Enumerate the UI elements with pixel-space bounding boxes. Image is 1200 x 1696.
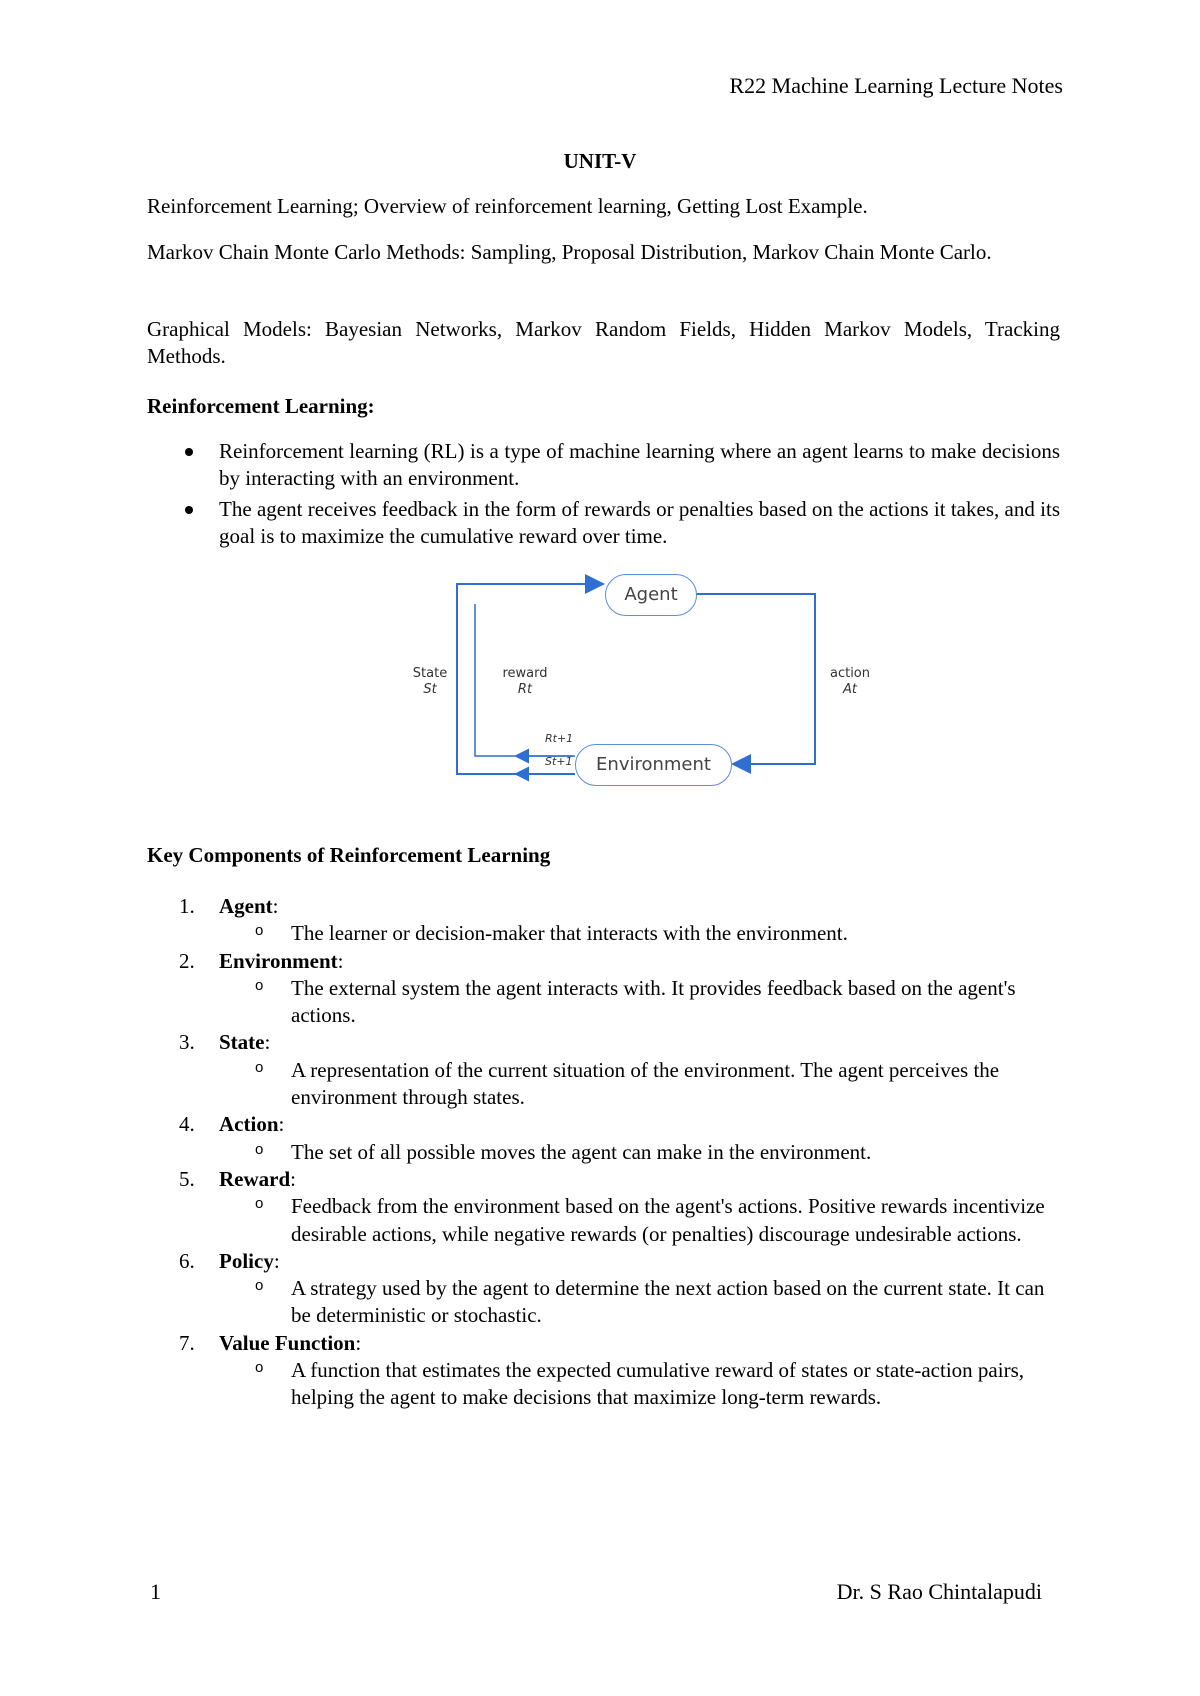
next-state-label: St+1 (545, 755, 573, 768)
page-header: R22 Machine Learning Lecture Notes (729, 73, 1063, 98)
component-description-text: The set of all possible moves the agent can make in the environment. (291, 1139, 872, 1164)
sub-bullet-icon: o (255, 1359, 264, 1377)
component-description (219, 1057, 1051, 1112)
component-description (219, 920, 1051, 947)
component-term: Action (219, 1112, 279, 1137)
component-description-text: A strategy used by the agent to determine the next action based on the current state. It can be deterministic or stochastic. (291, 1276, 1045, 1328)
reward-label (495, 666, 555, 699)
component-item: 2. Environment: o The external system the agent interacts with. It provides feedback based on the agent's actions. (147, 948, 1060, 1030)
reward-symbol: Rt (517, 682, 533, 698)
component-item: 6. Policy: o A strategy used by the agent to determine the next action based on the current state. It can be deterministic or stochastic. (147, 1248, 1060, 1330)
component-description-text: Feedback from the environment based on the agent's actions. Positive rewards incentivize desirable actions, while negative rewards (or penalties) discourage undesirable actions. (291, 1194, 1045, 1246)
intro-paragraph-rl: Reinforcement Learning; Overview of reinforcement learning, Getting Lost Example. (147, 194, 868, 218)
state-symbol: St (423, 682, 437, 698)
component-term: Policy (219, 1248, 274, 1273)
rl-bullet-list (147, 438, 1060, 553)
sub-bullet-icon: o (255, 1277, 264, 1295)
component-number: 3. (179, 1030, 195, 1055)
sub-bullet-icon: o (255, 1058, 264, 1076)
rl-loop-diagram (405, 572, 875, 792)
state-label-text: State (412, 666, 448, 681)
sub-bullet-icon: o (255, 1195, 264, 1213)
intro-paragraph-mcmc: Markov Chain Monte Carlo Methods: Sampling, Proposal Distribution, Markov Chain Monte Carlo. (147, 240, 992, 264)
component-number: 7. (179, 1330, 195, 1355)
key-components-heading: Key Components of Reinforcement Learning (147, 843, 551, 867)
rl-bullet-text: Reinforcement learning (RL) is a type of machine learning where an agent learns to make decisions by interacting with an environment. (219, 439, 1060, 491)
agent-node: Agent (605, 574, 697, 616)
environment-node: Environment (575, 744, 732, 786)
page-number: 1 (150, 1579, 161, 1604)
next-reward-label: Rt+1 (545, 732, 574, 745)
component-item: 1. Agent: o The learner or decision-maker that interacts with the environment. (147, 893, 1060, 948)
rl-heading: Reinforcement Learning: (147, 394, 375, 418)
action-label (820, 666, 880, 699)
component-description-text: The external system the agent interacts with. It provides feedback based on the agent's actions. (291, 975, 1016, 1028)
rl-bullet-text: The agent receives feedback in the form of rewards or penalties based on the actions it takes, and its goal is to maximize the cumulative reward over time. (219, 496, 1060, 548)
unit-title: UNIT-V (563, 149, 637, 173)
components-list (147, 893, 1060, 1412)
component-description (219, 975, 1051, 1030)
component-description (219, 1357, 1051, 1412)
sub-bullet-icon: o (255, 976, 264, 994)
component-item: 3. State: o A representation of the current situation of the environment. The agent perceives the environment through states. (147, 1029, 1060, 1111)
component-term: Environment (219, 948, 338, 973)
component-item: 7. Value Function: o A function that estimates the expected cumulative reward of states or state-action pairs, helping the agent to make decisions that maximize long-term rewards. (147, 1330, 1060, 1412)
component-description-text: A function that estimates the expected cumulative reward of states or state-action pairs, helping the agent to make decisions that maximize long-term rewards. (291, 1358, 1024, 1410)
component-description-text: The learner or decision-maker that interacts with the environment. (291, 921, 848, 946)
component-number: 2. (179, 948, 195, 973)
component-item: 4. Action: o The set of all possible moves the agent can make in the environment. (147, 1111, 1060, 1166)
rl-bullet-item (147, 496, 1060, 551)
action-symbol: At (843, 682, 857, 698)
state-label (405, 666, 455, 699)
intro-paragraph-graphical: Graphical Models: Bayesian Networks, Markov Random Fields, Hidden Markov Models, Tracking Methods. (147, 317, 1060, 369)
action-label-text: action (829, 666, 870, 681)
component-term: State (219, 1030, 265, 1055)
reward-label-text: reward (502, 666, 548, 681)
component-number: 1. (179, 894, 195, 918)
component-description (219, 1193, 1051, 1248)
component-term: Reward (219, 1166, 291, 1191)
component-number: 6. (179, 1248, 195, 1273)
component-term: Agent (219, 894, 273, 918)
component-description (219, 1275, 1051, 1330)
bullet-dot-icon (185, 448, 193, 456)
sub-bullet-icon: o (255, 922, 264, 940)
bullet-dot-icon (185, 506, 193, 514)
component-term: Value Function (219, 1330, 356, 1355)
page-author: Dr. S Rao Chintalapudi (836, 1579, 1042, 1604)
component-number: 5. (179, 1166, 195, 1191)
component-description (219, 1139, 1051, 1166)
rl-bullet-item (147, 438, 1060, 493)
component-description-text: A representation of the current situation of the environment. The agent perceives the environment through states. (291, 1057, 1000, 1110)
component-number: 4. (179, 1112, 195, 1137)
sub-bullet-icon: o (255, 1140, 264, 1158)
action-arrow (695, 594, 815, 764)
component-item: 5. Reward: o Feedback from the environment based on the agent's actions. Positive rewards incentivize desirable actions, while negative rewards (or penalties) discourage undesirable actions. (147, 1166, 1060, 1248)
